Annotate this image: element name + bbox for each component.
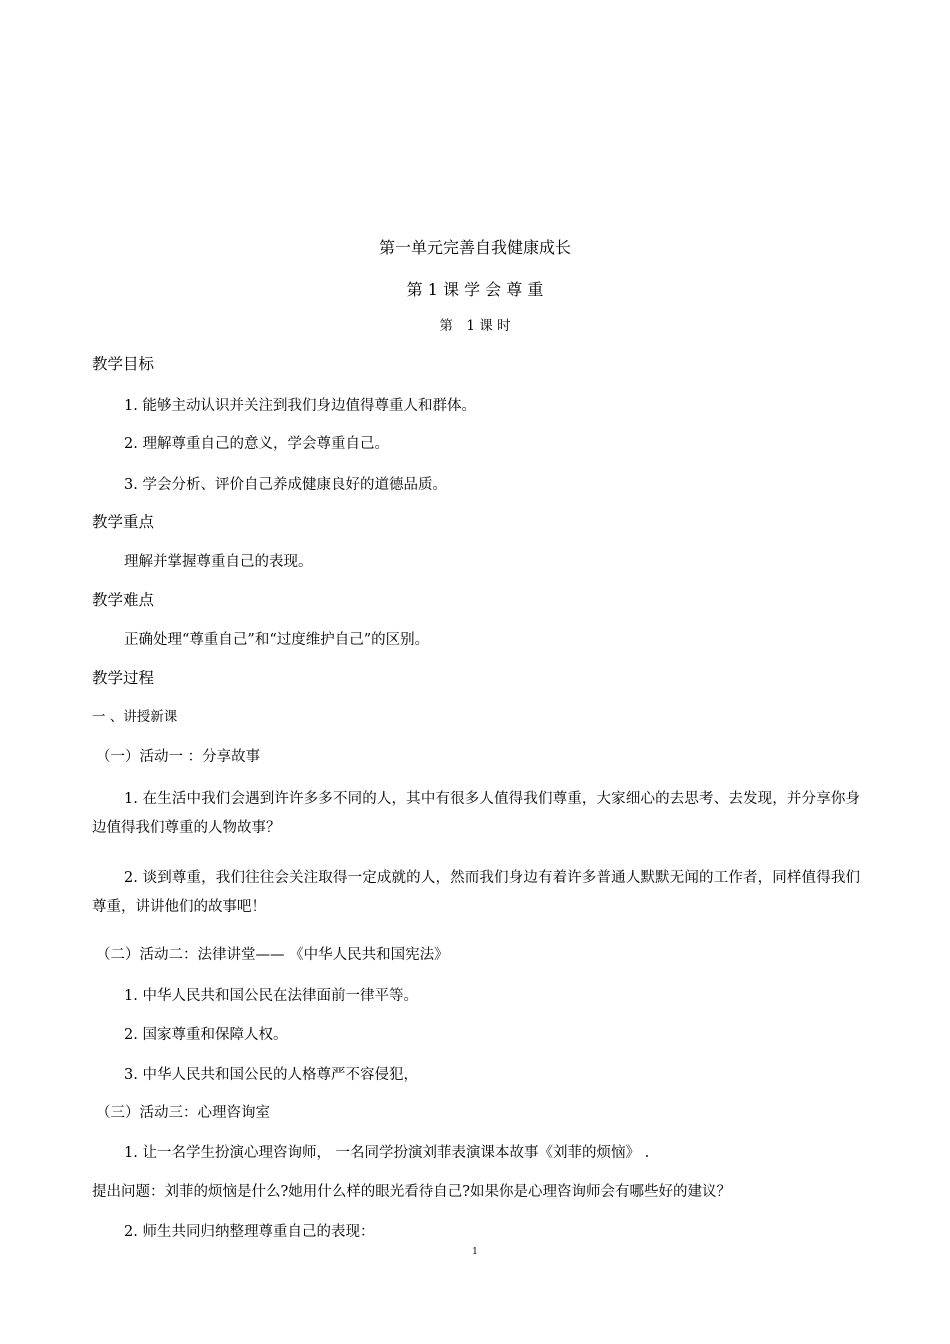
- difficulty-heading: 教学难点: [92, 591, 155, 609]
- law-item: 2. 国家尊重和保障人权。: [124, 1027, 288, 1043]
- activity2-title: （二）活动二：法律讲堂—— 《中华人民共和国宪法》: [96, 947, 449, 963]
- paragraph-text: 2. 谈到尊重，我们往往会关注取得一定成就的人，然而我们身边有着许多普通人默默无闻的工作者，同样值得我们尊重，讲讲他们的故事吧！: [92, 870, 860, 915]
- activity1-title: （一）活动一 ：分享故事: [96, 749, 261, 765]
- activity1-paragraph-2: [92, 864, 860, 922]
- goal-item: 2. 理解尊重自己的意义，学会尊重自己。: [124, 436, 389, 452]
- difficulty-text: 正确处理“尊重自己”和“过度维护自己”的区别。: [124, 632, 430, 648]
- period-label: 第 1 课 时: [439, 318, 511, 334]
- key-point-heading: 教学重点: [92, 513, 155, 531]
- unit-title: 第一单元完善自我健康成长: [378, 238, 571, 257]
- activity1-paragraph-1: [92, 785, 860, 843]
- paragraph-text: 1. 在生活中我们会遇到许许多多不同的人，其中有很多人值得我们尊重，大家细心的去思考、去发现，并分享你身边值得我们尊重的人物故事？: [92, 791, 860, 836]
- activity3-question: 提出问题：刘菲的烦恼是什么?她用什么样的眼光看待自己?如果你是心理咨询师会有哪些好的建议？: [92, 1184, 732, 1200]
- law-item: 3. 中华人民共和国公民的人格尊严不容侵犯，: [124, 1067, 418, 1083]
- activity3-title: （三）活动三：心理咨询室: [96, 1105, 270, 1121]
- section-heading: 一 、讲授新课: [92, 709, 178, 725]
- key-point-text: 理解并掌握尊重自己的表现。: [124, 554, 313, 570]
- activity3-paragraph-1: 1. 让一名学生扮演心理咨询师， 一名同学扮演刘菲表演课本故事《刘菲的烦恼》 .: [124, 1145, 650, 1161]
- law-item: 1. 中华人民共和国公民在法律面前一律平等。: [124, 988, 418, 1004]
- page-number: 1: [472, 1247, 478, 1257]
- goal-item: 3. 学会分析、评价自己养成健康良好的道德品质。: [124, 477, 447, 493]
- goal-item: 1. 能够主动认识并关注到我们身边值得尊重人和群体。: [124, 398, 476, 414]
- goals-heading: 教学目标: [92, 355, 155, 373]
- lesson-title: 第 1 课 学 会 尊 重: [406, 280, 544, 299]
- activity3-paragraph-2: 2. 师生共同归纳整理尊重自己的表现：: [124, 1224, 375, 1240]
- process-heading: 教学过程: [92, 669, 155, 687]
